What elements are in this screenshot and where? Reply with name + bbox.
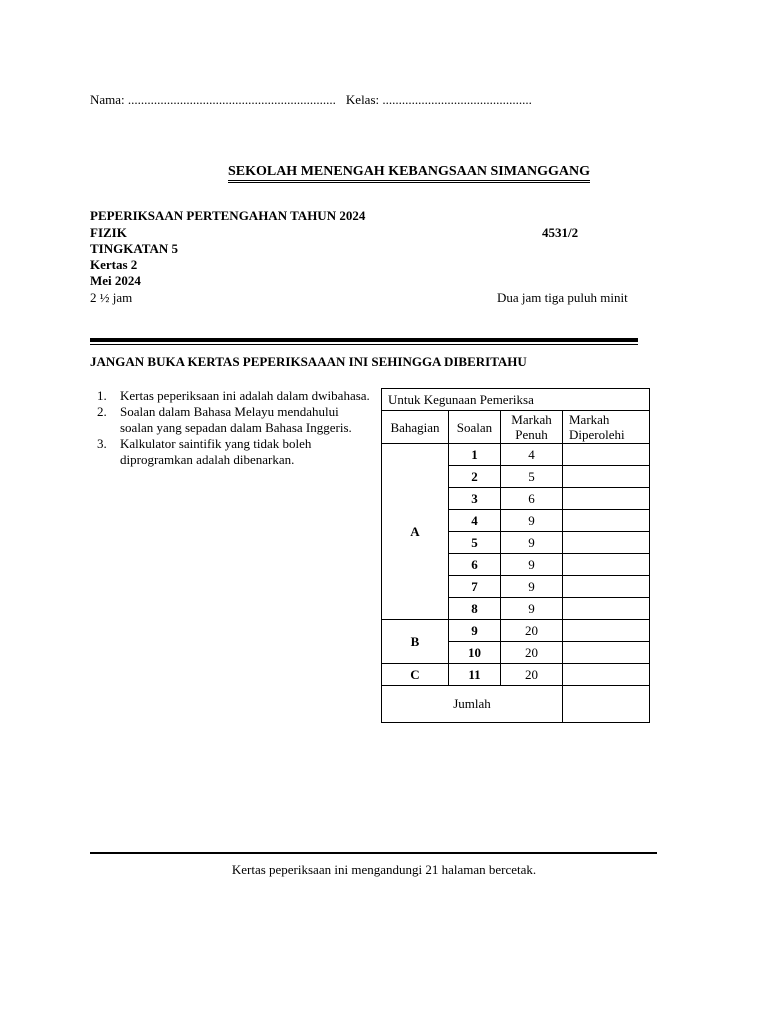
exam-duration: 2 ½ jam: [90, 290, 133, 305]
obtained-marks-cell[interactable]: [563, 444, 650, 466]
obtained-marks-cell[interactable]: [563, 466, 650, 488]
exam-paper: Kertas 2: [90, 257, 138, 272]
exam-code: 4531/2: [542, 225, 579, 240]
obtained-marks-cell[interactable]: [563, 488, 650, 510]
full-marks: 9: [501, 510, 563, 532]
header-bahagian: Bahagian: [382, 411, 449, 444]
exam-form: TINGKATAN 5: [90, 241, 178, 256]
obtained-marks-cell[interactable]: [563, 532, 650, 554]
total-row: [382, 686, 650, 723]
obtained-marks-cell[interactable]: [563, 510, 650, 532]
question-number: 3: [449, 488, 501, 510]
obtained-marks-cell[interactable]: [563, 620, 650, 642]
total-obtained-cell[interactable]: [563, 686, 650, 723]
full-marks: 9: [501, 532, 563, 554]
header-soalan: Soalan: [449, 411, 501, 444]
section-a: A: [382, 444, 449, 620]
exam-date: Mei 2024: [90, 273, 141, 288]
section-c: C: [382, 664, 449, 686]
header-markah-diperolehi: Markah Diperolehi: [563, 411, 650, 444]
question-number: 1: [449, 444, 501, 466]
question-number: 5: [449, 532, 501, 554]
table-title: Untuk Kegunaan Pemeriksa: [382, 389, 650, 411]
table-row: [382, 620, 650, 642]
full-marks: 20: [501, 664, 563, 686]
instruction-item: 3. Kalkulator saintifik yang tidak boleh diprogramkan adalah dibenarkan.: [97, 436, 312, 467]
instruction-item: 2. Soalan dalam Bahasa Melayu mendahului soalan yang sepadan dalam Bahasa Inggeris.: [97, 404, 352, 435]
exam-subject: FIZIK: [90, 225, 127, 240]
question-number: 8: [449, 598, 501, 620]
page-count-footer: Kertas peperiksaan ini mengandungi 21 halaman bercetak.: [231, 862, 537, 877]
obtained-marks-cell[interactable]: [563, 576, 650, 598]
exam-title: PEPERIKSAAN PERTENGAHAN TAHUN 2024: [90, 208, 366, 223]
header-markah-penuh: Markah Penuh: [501, 411, 563, 444]
footer-divider: [90, 852, 657, 854]
exam-duration-words: Dua jam tiga puluh minit: [497, 290, 628, 305]
full-marks: 5: [501, 466, 563, 488]
question-number: 7: [449, 576, 501, 598]
table-row: [382, 444, 650, 466]
full-marks: 9: [501, 554, 563, 576]
obtained-marks-cell[interactable]: [563, 664, 650, 686]
instruction-item: 1. Kertas peperiksaan ini adalah dalam dwibahasa.: [97, 388, 370, 403]
total-label: Jumlah: [382, 686, 563, 723]
question-number: 2: [449, 466, 501, 488]
question-number: 4: [449, 510, 501, 532]
question-number: 10: [449, 642, 501, 664]
obtained-marks-cell[interactable]: [563, 598, 650, 620]
full-marks: 20: [501, 620, 563, 642]
school-name: SEKOLAH MENENGAH KEBANGSAAN SIMANGGANG: [0, 164, 768, 180]
question-number: 11: [449, 664, 501, 686]
header-divider-thin: [90, 344, 638, 345]
student-info-line: [90, 92, 532, 108]
warning-text: JANGAN BUKA KERTAS PEPERIKSAAAN INI SEHINGGA DIBERITAHU: [90, 354, 527, 369]
instructions-list: [97, 388, 372, 468]
obtained-marks-cell[interactable]: [563, 642, 650, 664]
kelas-field: Kelas: ..............................................: [345, 92, 532, 107]
examiner-marks-table: [381, 388, 650, 723]
question-number: 6: [449, 554, 501, 576]
nama-field: Nama: ................................................................: [90, 92, 336, 107]
full-marks: 6: [501, 488, 563, 510]
full-marks: 9: [501, 598, 563, 620]
obtained-marks-cell[interactable]: [563, 554, 650, 576]
question-number: 9: [449, 620, 501, 642]
header-divider-thick: [90, 338, 638, 342]
full-marks: 4: [501, 444, 563, 466]
table-row: [382, 664, 650, 686]
full-marks: 9: [501, 576, 563, 598]
full-marks: 20: [501, 642, 563, 664]
section-b: B: [382, 620, 449, 664]
